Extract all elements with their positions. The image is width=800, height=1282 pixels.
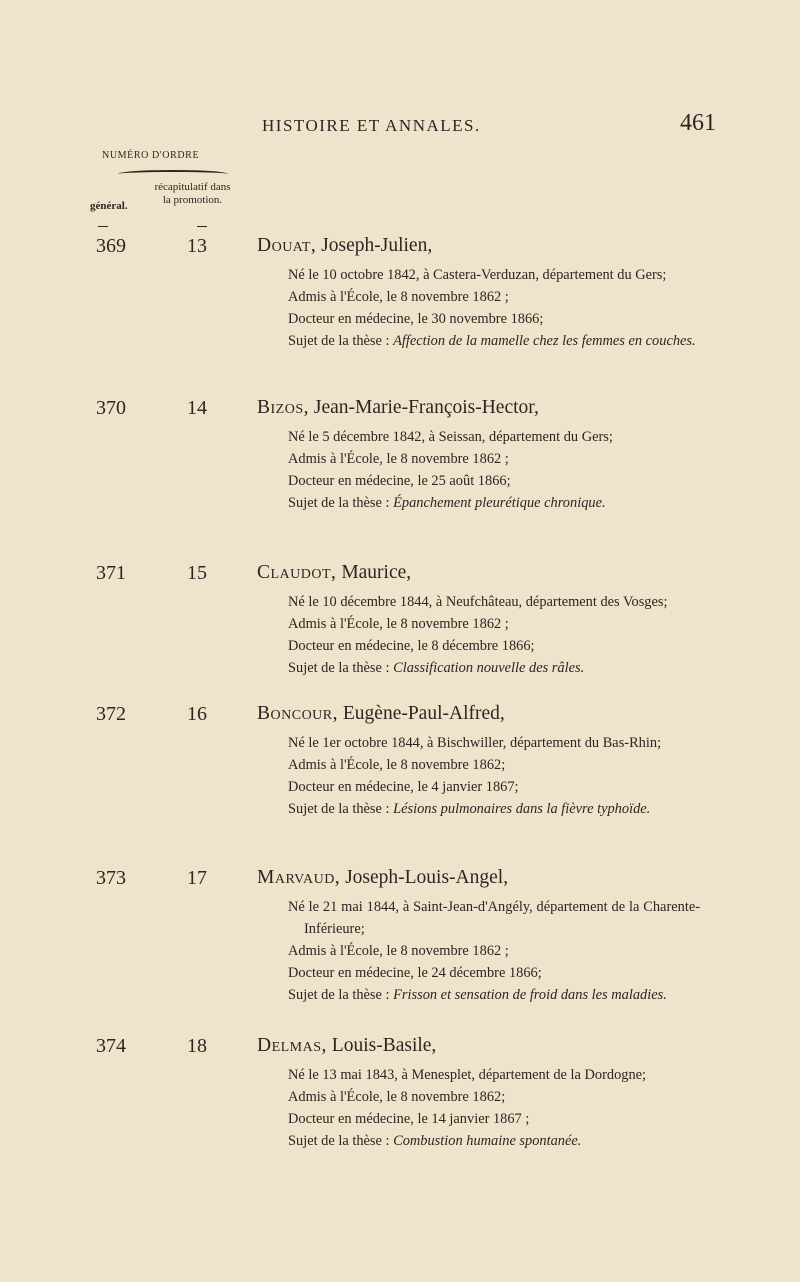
given-names: Joseph-Louis-Angel, [340,867,509,888]
thesis-prefix: Sujet de la thèse : [288,801,394,817]
admission-line: Admis à l'École, le 8 novembre 1862; [288,1089,506,1105]
doctorate-line: Docteur en médecine, le 8 décembre 1866; [288,638,535,654]
thesis-line [288,1130,700,1152]
given-names: Maurice, [336,562,412,583]
given-names: Jean-Marie-François-Hector, [309,397,539,418]
admission-line: Admis à l'École, le 8 novembre 1862 ; [288,943,509,959]
given-names: Louis-Basile, [326,1035,437,1056]
thesis-prefix: Sujet de la thèse : [288,495,394,511]
entry-details [288,1064,700,1152]
doctorate-line: Docteur en médecine, le 25 août 1866; [288,473,511,489]
doctorate-line: Docteur en médecine, le 30 novembre 1866; [288,311,544,327]
running-title: HISTOIRE ET ANNALES. [262,116,481,135]
entry-number-promotion: 15 [187,562,207,584]
thesis-prefix: Sujet de la thèse : [288,660,394,676]
thesis-title: Lésions pulmonaires dans la fièvre typhoïde. [393,801,651,817]
entry-details [288,591,700,679]
column-header [90,150,250,240]
thesis-line [288,984,700,1006]
surname: Boncour, [257,703,338,724]
entry-name [257,562,411,584]
thesis-title: Combustion humaine spontanée. [393,1133,582,1149]
surname: Delmas, [257,1035,327,1056]
admission-line: Admis à l'École, le 8 novembre 1862 ; [288,451,509,467]
thesis-title: Frisson et sensation de froid dans les maladies. [393,987,667,1003]
entry-name [257,703,505,725]
given-names: Eugène-Paul-Alfred, [338,703,505,724]
entry-number-promotion: 14 [187,397,207,419]
surname: Claudot, [257,562,337,583]
admission-line: Admis à l'École, le 8 novembre 1862 ; [288,289,509,305]
thesis-title: Épanchement pleurétique chronique. [393,495,606,511]
entry-name [257,867,508,889]
entry-name [257,1035,436,1057]
entry-details [288,732,700,820]
page-number: 461 [680,110,716,136]
entry-number-promotion: 13 [187,235,207,257]
column-header-recap: récapitulatif dans la promotion. [154,181,231,206]
column-dash [197,226,207,227]
thesis-prefix: Sujet de la thèse : [288,333,394,349]
brace-divider [118,170,228,178]
entry-number-promotion: 16 [187,703,207,725]
thesis-line [288,657,700,679]
column-header-title: NUMÉRO D'ORDRE [102,150,200,161]
doctorate-line: Docteur en médecine, le 4 janvier 1867; [288,779,519,795]
birth-line: Né le 21 mai 1844, à Saint-Jean-d'Angély, département de la Charente-Inférieure; [288,899,700,937]
entry-number-general: 373 [96,867,126,889]
surname: Douat, [257,235,317,256]
thesis-line [288,330,700,352]
surname: Marvaud, [257,867,341,888]
doctorate-line: Docteur en médecine, le 24 décembre 1866; [288,965,542,981]
birth-line: Né le 10 décembre 1844, à Neufchâteau, département des Vosges; [288,594,668,610]
birth-line: Né le 5 décembre 1842, à Seissan, département du Gers; [288,429,613,445]
thesis-prefix: Sujet de la thèse : [288,1133,394,1149]
thesis-line [288,492,700,514]
entry-number-general: 370 [96,397,126,419]
column-dash [98,226,108,227]
doctorate-line: Docteur en médecine, le 14 janvier 1867 ; [288,1111,530,1127]
thesis-prefix: Sujet de la thèse : [288,987,394,1003]
entry-details [288,264,700,352]
thesis-title: Classification nouvelle des râles. [393,660,585,676]
given-names: Joseph-Julien, [316,235,433,256]
birth-line: Né le 13 mai 1843, à Menesplet, département de la Dordogne; [288,1067,647,1083]
entry-name [257,235,432,257]
entry-number-general: 374 [96,1035,126,1057]
entry-details [288,426,700,514]
entry-number-promotion: 18 [187,1035,207,1057]
thesis-title: Affection de la mamelle chez les femmes en couches. [393,333,696,349]
birth-line: Né le 10 octobre 1842, à Castera-Verduzan, département du Gers; [288,267,667,283]
entry-number-general: 369 [96,235,126,257]
thesis-line [288,798,700,820]
birth-line: Né le 1er octobre 1844, à Bischwiller, département du Bas-Rhin; [288,735,662,751]
column-header-general: général. [90,200,128,212]
entry-number-general: 371 [96,562,126,584]
admission-line: Admis à l'École, le 8 novembre 1862; [288,757,506,773]
running-head [0,110,800,140]
entry-number-general: 372 [96,703,126,725]
admission-line: Admis à l'École, le 8 novembre 1862 ; [288,616,509,632]
entry-name [257,397,539,419]
entry-number-promotion: 17 [187,867,207,889]
surname: Bizos, [257,397,309,418]
entry-details [288,896,700,1006]
